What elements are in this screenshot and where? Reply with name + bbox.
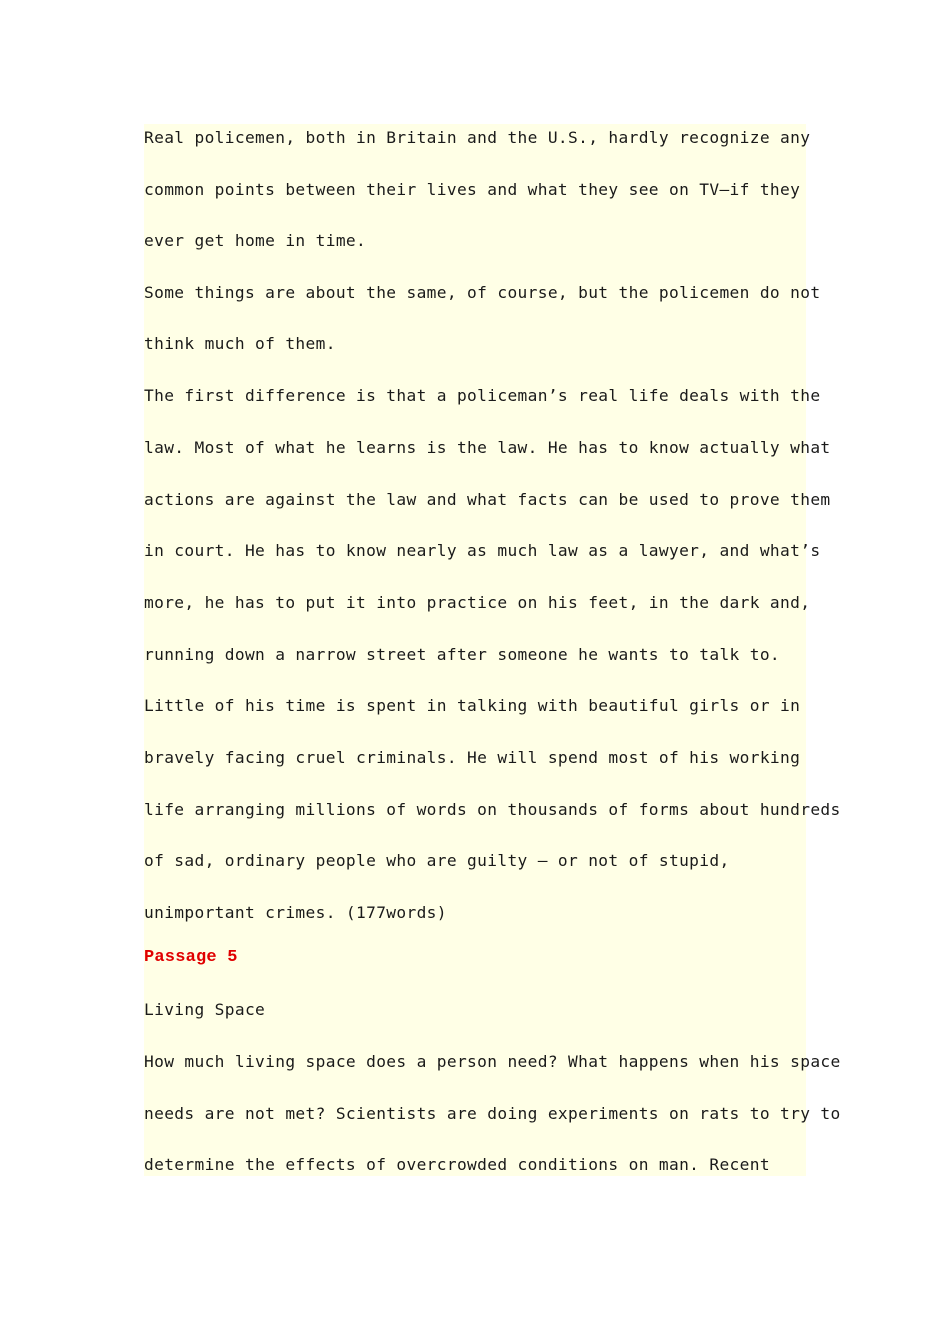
- body-line: ever get home in time.: [144, 231, 367, 250]
- body-line: in court. He has to know nearly as much law as a lawyer, and what’s: [144, 541, 821, 560]
- body-line: actions are against the law and what facts can be used to prove them: [144, 490, 831, 509]
- body-line: running down a narrow street after someone he wants to talk to.: [144, 645, 781, 664]
- passage-line: How much living space does a person need? What happens when his space: [144, 1052, 841, 1071]
- body-line: Little of his time is spent in talking with beautiful girls or in: [144, 696, 801, 715]
- passage-line: needs are not met? Scientists are doing experiments on rats to try to: [144, 1104, 841, 1123]
- body-line: more, he has to put it into practice on his feet, in the dark and,: [144, 593, 811, 612]
- body-line: bravely facing cruel criminals. He will spend most of his working: [144, 748, 801, 767]
- passage-title: Living Space: [144, 1000, 266, 1019]
- body-line: Real policemen, both in Britain and the U.S., hardly recognize any: [144, 128, 811, 147]
- body-line: The first difference is that a policeman’s real life deals with the: [144, 386, 821, 405]
- passage-line: determine the effects of overcrowded conditions on man. Recent: [144, 1155, 770, 1174]
- body-line: Some things are about the same, of course, but the policemen do not: [144, 283, 821, 302]
- body-line: life arranging millions of words on thousands of forms about hundreds: [144, 800, 841, 819]
- passage-heading: Passage 5: [144, 948, 238, 967]
- body-line: unimportant crimes. (177words): [144, 903, 447, 922]
- body-line: of sad, ordinary people who are guilty — or not of stupid,: [144, 851, 730, 870]
- body-line: think much of them.: [144, 334, 336, 353]
- body-line: law. Most of what he learns is the law. He has to know actually what: [144, 438, 831, 457]
- body-line: common points between their lives and what they see on TV—if they: [144, 180, 801, 199]
